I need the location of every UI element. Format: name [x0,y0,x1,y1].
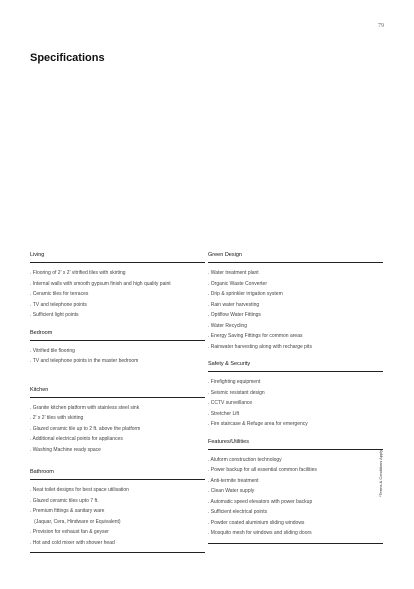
spec-item: . CCTV surveillance [208,400,253,406]
spec-list [208,455,383,539]
spec-item: . Sufficient electrical points [208,509,268,515]
spec-item: . Premium fittings & sanitary ware [30,508,105,514]
section-divider [208,543,383,544]
spec-list [208,377,383,430]
section-heading: Living [30,252,205,263]
spec-item: . Aluform construction technology [208,456,282,463]
section-heading: Features/Utilities [208,439,383,450]
spec-item: (Jaquar, Cera, Hindware or Equivalent) [30,518,121,525]
spec-list [30,268,205,321]
right-spec-column [208,252,383,544]
spec-item: . Stretcher Lift [208,410,240,417]
spec-item: . Organic Waste Converter [208,280,268,287]
spec-item: . Provision for exhaust fan & geyser [30,529,109,535]
spec-item: . Fire staircase & Refuge area for emergency [208,421,308,427]
section-heading: Safety & Security [208,361,383,372]
bedroom-section [30,330,205,367]
spec-item: . Water Recycling [208,322,247,329]
spec-item: . Mosquito mesh for windows and sliding doors [208,530,312,536]
safety-security-section [208,361,383,430]
features-utilities-section [208,439,383,544]
spec-item: . Ceramic tiles for terraces [30,291,89,297]
spec-item: . Water treatment plant [208,270,259,276]
section-heading: Bathroom [30,469,205,480]
spec-item: . Firefighting equipment [208,379,261,385]
kitchen-section [30,387,205,456]
spec-item: . Neat toilet designs for best space utilisation [30,487,129,493]
spec-item: . Internal walls with smooth gypsum finish and high quality paint [30,280,171,287]
spec-item: . Flooring of 2' x 2' vitrified tiles with skirting [30,270,126,276]
spec-item: . TV and telephone points [30,301,87,308]
spec-item: . Power backup for all essential common facilities [208,467,317,473]
spec-item: . Automatic speed elevators with power backup [208,498,313,505]
spec-item: . Additional electrical points for appliances [30,436,123,442]
spec-list [30,485,205,548]
spec-list [30,403,205,456]
spec-item: . Rainwater harvesting along with recharge pits [208,343,312,350]
section-divider [30,552,205,553]
page-title: Specifications [30,52,105,64]
spec-item: . Rain water harvesting [208,301,260,308]
living-section [30,252,205,321]
spec-item: . Energy Saving Fittings for common areas [208,333,303,339]
bathroom-section [30,469,205,553]
terms-note: *Terms & Conditions Apply [378,449,383,497]
spec-item: . TV and telephone points in the master bedroom [30,358,139,364]
section-heading: Kitchen [30,387,205,398]
spec-item: . Granite kitchen platform with stainless steel sink [30,404,140,411]
spec-item: . Seismic resistant design [208,389,265,396]
spec-item: . Sufficient light points [30,312,79,318]
spec-item: . Optiflow Water Fittings [208,312,261,318]
spec-item: . Glazed ceramic tiles upto 7 ft. [30,497,99,504]
spec-list [208,268,383,352]
spec-item: . Clean Water supply [208,488,255,494]
spec-item: . Vitrified tile flooring [30,347,75,354]
section-heading: Bedroom [30,330,205,341]
spec-list [30,346,205,367]
spec-item: . Powder coated aluminium sliding windows [208,519,305,526]
spec-item: . Anti-termite treatment [208,477,259,484]
spec-item: . Washing Machine ready space [30,446,101,453]
spec-item: . Drip & sprinkler irrigation system [208,291,283,297]
left-spec-column [30,252,205,553]
spec-item: . Hot and cold mixer with shower head [30,539,115,546]
green-design-section [208,252,383,352]
spec-item: . Glazed ceramic tile up to 2 ft. above the platform [30,425,141,432]
spec-item: . 2' x 2' tiles with skirting [30,415,84,421]
section-heading: Green Design [208,252,383,263]
page-number: 79 [378,23,384,29]
